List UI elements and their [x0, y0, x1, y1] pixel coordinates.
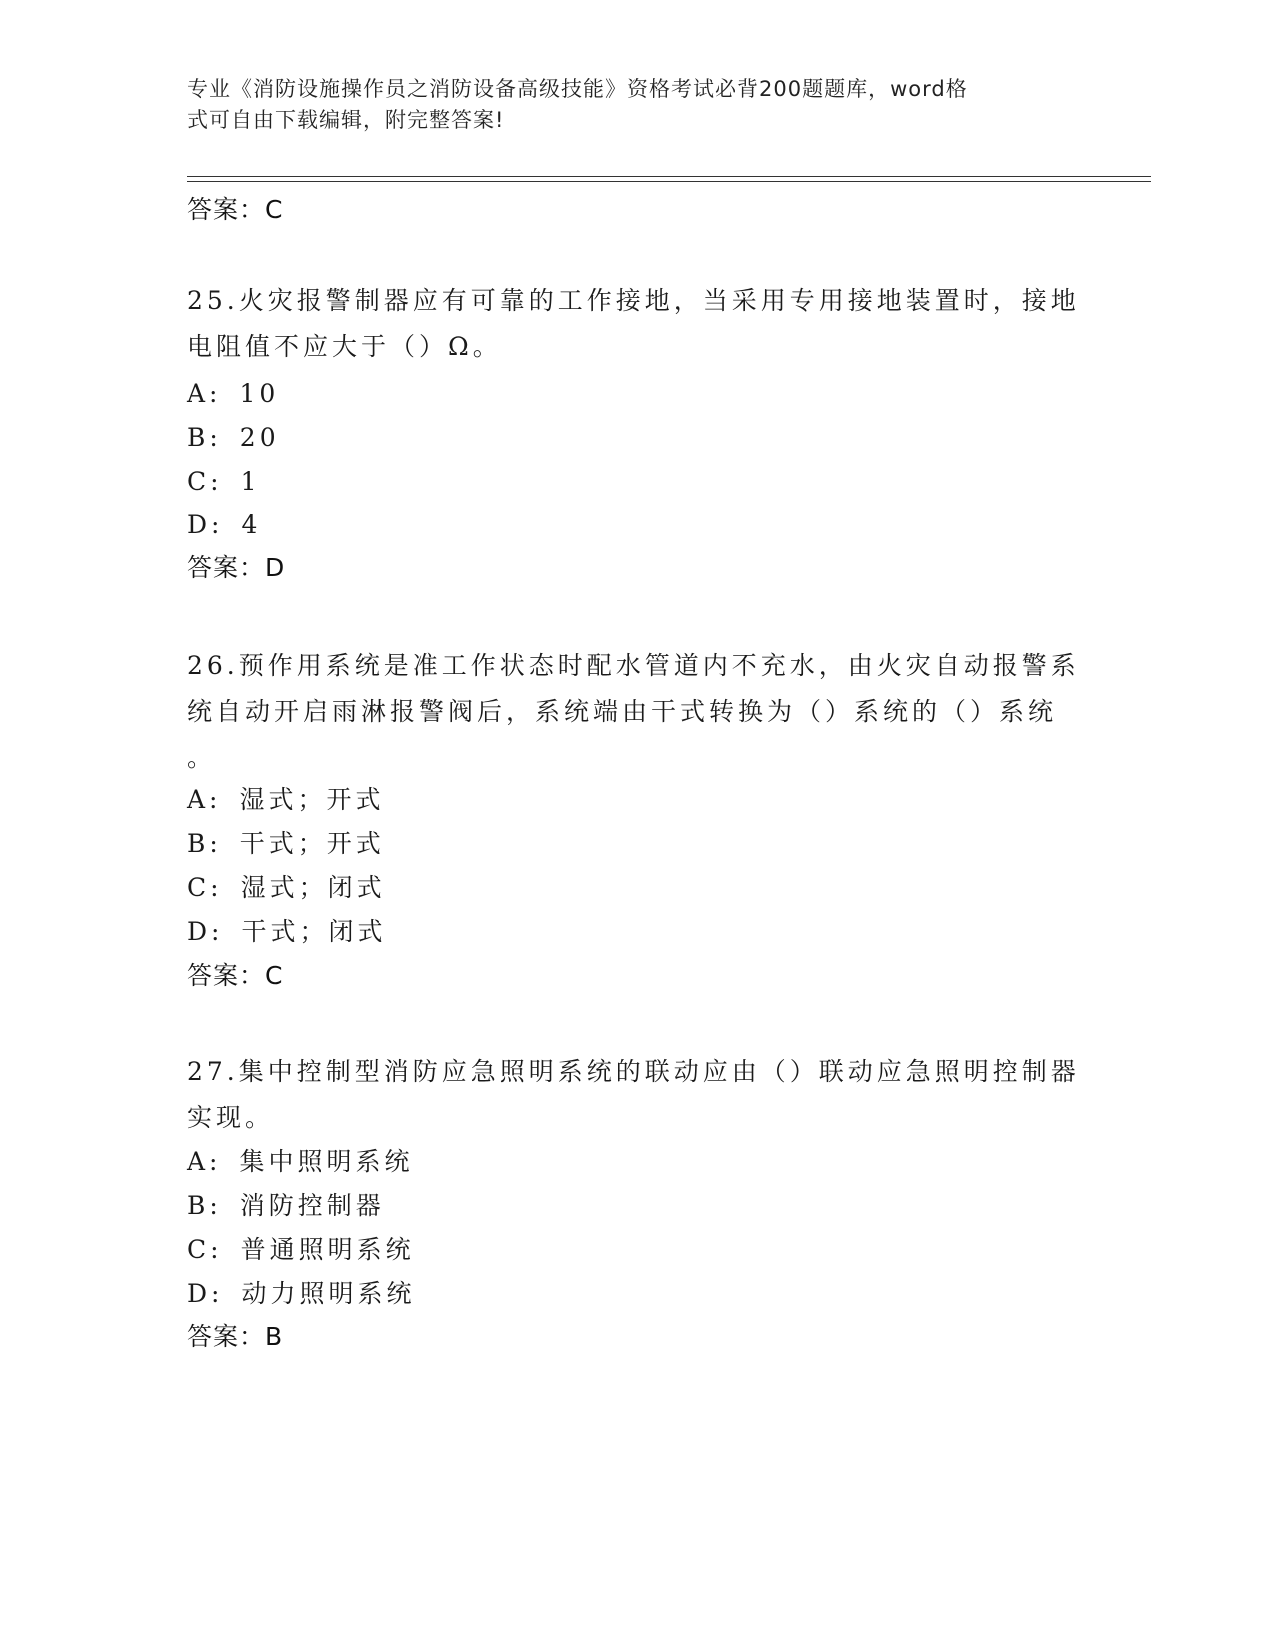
question-26-option-c [187, 872, 386, 904]
previous-answer: 答案：C [187, 195, 284, 224]
option-key: A: [187, 1147, 222, 1176]
option-value: 10 [239, 379, 280, 408]
header-line-1: 专业《消防设施操作员之消防设备高级技能》资格考试必背200题题库，word格 [187, 77, 968, 101]
question-25-option-c [187, 466, 260, 498]
option-key: C: [187, 873, 223, 902]
option-key: C: [187, 467, 223, 496]
question-27-option-b [187, 1190, 385, 1222]
option-value: 湿式；闭式 [240, 873, 386, 902]
option-value: 动力照明系统 [241, 1279, 416, 1308]
option-value: 湿式；开式 [239, 785, 385, 814]
document-header [187, 74, 1067, 136]
question-26-text [187, 643, 1087, 781]
question-25-option-b [187, 422, 280, 454]
option-value: 1 [240, 467, 261, 496]
header-rule-top [187, 176, 1151, 177]
option-value: 4 [241, 510, 262, 539]
question-27-option-c [187, 1234, 415, 1266]
option-key: B: [187, 423, 222, 452]
question-27-option-a [187, 1146, 414, 1178]
question-text-line: 实现。 [187, 1103, 275, 1132]
question-text-line: 电阻值不应大于（）Ω。 [187, 332, 502, 361]
question-25-text [187, 278, 1087, 370]
question-text-line: 统自动开启雨淋报警阀后，系统端由干式转换为（）系统的（）系统 [187, 697, 1058, 726]
question-27-text [187, 1049, 1087, 1141]
question-25-option-a [187, 378, 279, 410]
option-value: 集中照明系统 [239, 1147, 414, 1176]
option-key: D: [187, 1279, 224, 1308]
question-27-answer: 答案：B [187, 1322, 284, 1351]
option-key: D: [187, 917, 224, 946]
option-value: 干式；开式 [239, 829, 385, 858]
option-key: B: [187, 829, 222, 858]
option-key: A: [187, 379, 222, 408]
question-26-option-b [187, 828, 385, 860]
question-26-option-d [187, 916, 386, 948]
question-25-answer: 答案：D [187, 553, 286, 582]
option-value: 干式；闭式 [241, 917, 387, 946]
question-text-line: 27.集中控制型消防应急照明系统的联动应由（）联动应急照明控制器 [187, 1057, 1080, 1086]
option-key: D: [187, 510, 224, 539]
option-value: 消防控制器 [239, 1191, 385, 1220]
question-text-line: 25.火灾报警制器应有可靠的工作接地，当采用专用接地装置时，接地 [187, 286, 1080, 315]
question-text-line: 26.预作用系统是准工作状态时配水管道内不充水，由火灾自动报警系 [187, 651, 1080, 680]
option-key: C: [187, 1235, 223, 1264]
question-26-answer: 答案：C [187, 961, 284, 990]
question-27-option-d [187, 1278, 415, 1310]
question-text-line: 。 [187, 743, 217, 772]
header-line-2: 式可自由下载编辑，附完整答案! [187, 108, 505, 132]
option-value: 20 [239, 423, 280, 452]
header-rule-bottom [187, 181, 1151, 182]
question-26-option-a [187, 784, 385, 816]
option-key: B: [187, 1191, 222, 1220]
question-25-option-d [187, 509, 261, 541]
option-value: 普通照明系统 [240, 1235, 415, 1264]
option-key: A: [187, 785, 222, 814]
